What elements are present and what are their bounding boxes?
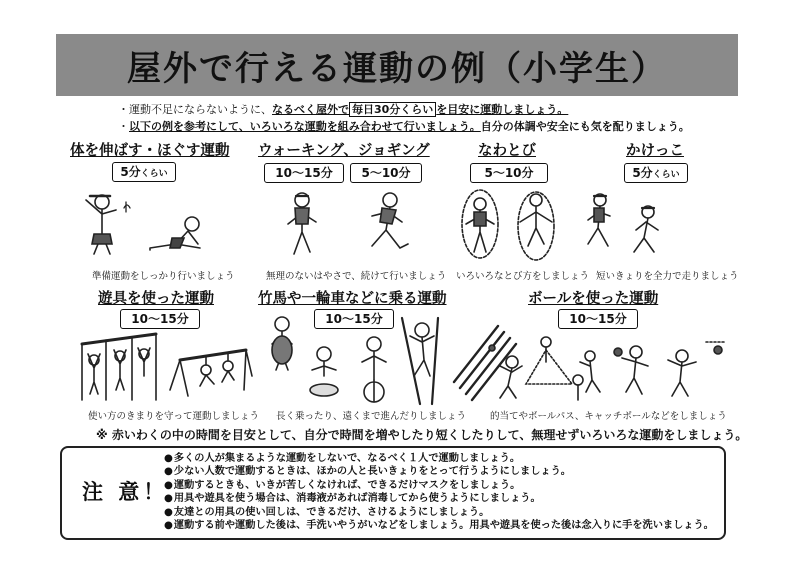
notice-list [164, 452, 714, 532]
stilts-title: 竹馬や一輪車などに乗る運動 [258, 291, 447, 307]
walking-caption: 無理のないはやさで、続けて行いましょう [266, 271, 447, 282]
page-title: 屋外で行える運動の例（小学生） [127, 48, 667, 89]
walking-jogging-figures-illustration [268, 188, 438, 268]
running-duration-suffix: くらい [652, 170, 680, 180]
running-duration [624, 163, 688, 183]
notice-item: ● 運動するときも、いきが苦しくなければ、できるだけマスクをしましょう。 [164, 479, 714, 492]
ball-games-illustration [450, 322, 734, 410]
ball-duration: 10～15分 [558, 309, 638, 329]
notice-item: ● 友達との用具の使い回しは、できるだけ、さけるようにしましょう。 [164, 506, 714, 519]
jump-rope-figures-illustration [456, 186, 566, 268]
running-duration-value: 5分 [632, 166, 653, 180]
intro-text: ・運動不足にならないように、 [118, 103, 272, 116]
ball-caption: 的当てやボールパス、キャッチボールなどをしましょう [490, 411, 727, 422]
notice-item: ● 少ない人数で運動するときは、ほかの人と長いきょりをとって行うようにしましょう。 [164, 465, 714, 478]
intro-emphasis: 以下の例を参考にして、いろいろな運動を組み合わせて行いましょう。 [129, 120, 481, 133]
stilts-duration: 10～15分 [314, 309, 394, 329]
ball-title: ボールを使った運動 [528, 291, 659, 307]
stilts-unicycle-illustration [262, 314, 462, 406]
stilts-caption: 長く乗ったり、遠くまで進んだりしましょう [276, 411, 467, 422]
title-banner [56, 34, 738, 96]
stretching-figures-illustration [80, 188, 220, 268]
notice-item: ● 用具や遊具を使う場合は、消毒液があれば消毒してから使うようにしましょう。 [164, 492, 714, 505]
walking-duration-b: 5～10分 [350, 163, 422, 183]
running-title: かけっこ [626, 143, 684, 159]
intro-bullet: ・ [118, 120, 129, 133]
running-figures-illustration [580, 186, 680, 266]
jumprope-caption: いろいろなとび方をしましょう [456, 271, 590, 282]
stretch-duration [112, 162, 176, 182]
stretch-duration-suffix: くらい [140, 169, 168, 179]
walking-duration-a: 10～15分 [264, 163, 344, 183]
notice-item: ● 多くの人が集まるような運動をしないで、なるべく１人で運動しましょう。 [164, 452, 714, 465]
playground-title: 遊具を使った運動 [98, 291, 214, 307]
guideline-note: ※ 赤いわくの中の時間を目安として、自分で時間を増やしたり短くしたりして、無理せずいろいろな運動をしましょう。 [96, 428, 748, 442]
intro-line-1 [118, 101, 568, 117]
stretch-duration-value: 5分 [120, 165, 141, 179]
playground-equipment-illustration [76, 330, 256, 406]
intro-line-2 [118, 118, 690, 134]
playground-duration: 10～15分 [120, 309, 200, 329]
jumprope-duration: 5～10分 [470, 163, 548, 183]
stretch-title: 体を伸ばす・ほぐす運動 [70, 143, 230, 159]
notice-item: ● 運動する前や運動した後は、手洗いやうがいなどをしましょう。用具や遊具を使った後は念入りに手を洗いましょう。 [164, 519, 714, 532]
intro-emphasis: を目安に運動しましょう。 [436, 103, 569, 116]
intro-highlight-box: 毎日30分くらい [349, 102, 436, 117]
intro-emphasis: なるべく屋外で [272, 103, 349, 116]
stretch-caption: 準備運動をしっかり行いましょう [92, 271, 235, 282]
jumprope-title: なわとび [478, 143, 536, 159]
running-caption: 短いきょりを全力で走りましょう [596, 271, 739, 282]
walking-title: ウォーキング、ジョギング [258, 143, 430, 159]
notice-label: 注 意！ [82, 480, 169, 504]
playground-caption: 使い方のきまりを守って運動しましょう [88, 411, 260, 422]
intro-text: 自分の体調や安全にも気を配りましょう。 [480, 120, 690, 133]
